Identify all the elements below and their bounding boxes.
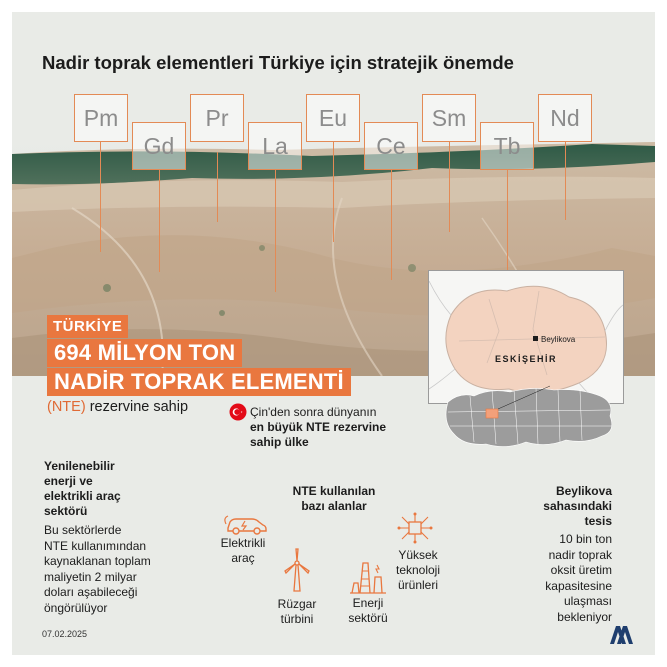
title-line: sahasındaki: [543, 499, 612, 513]
right-section-body: [492, 532, 612, 625]
body-line: 10 bin ton: [559, 532, 612, 546]
infographic-panel: [12, 12, 655, 655]
use-label-line: Enerji: [352, 596, 384, 610]
headline-amount: 694 MİLYON TON: [47, 339, 242, 367]
element-tile-la: La: [248, 122, 302, 170]
body-line: ulaşması: [563, 594, 612, 608]
eskisehir-highlight: [486, 409, 498, 418]
body-line: kapasitesine: [545, 578, 612, 593]
tile-connector: [565, 142, 566, 220]
body-line: öngörülüyor: [44, 600, 108, 615]
aa-logo-icon: [608, 624, 634, 646]
china-note: [250, 405, 386, 450]
element-tile-sm: Sm: [422, 94, 476, 142]
center-section-title: [274, 484, 394, 514]
element-tile-tb: Tb: [480, 122, 534, 170]
use-label-line: sektörü: [348, 611, 388, 625]
headline-subtext: [47, 399, 188, 415]
body-line: kaynaklanan toplam: [44, 554, 151, 568]
right-section-title: [492, 484, 612, 529]
use-label-wind-turbine: [264, 597, 330, 627]
element-tile-nd: Nd: [538, 94, 592, 142]
element-tile-ce: Ce: [364, 122, 418, 170]
reserve-text: rezervine sahip: [89, 399, 189, 415]
title-line: elektrikli araç: [44, 489, 121, 503]
use-label-line: Elektrikli: [220, 536, 266, 550]
title-line: bazı alanlar: [301, 499, 367, 513]
tile-connector: [507, 170, 508, 272]
china-note-line: Çin'den sonra dünyanın: [250, 405, 377, 419]
tile-connector: [333, 142, 334, 242]
turkey-inset-map: [440, 382, 618, 456]
title-line: enerji ve: [44, 474, 93, 488]
china-note-line: sahip ülke: [250, 435, 309, 449]
title-line: tesis: [584, 514, 612, 528]
body-line: maliyetin 2 milyar: [44, 569, 137, 584]
energy-plant-icon: [348, 555, 388, 595]
nte-abbr: (NTE): [47, 399, 86, 415]
element-tile-pm: Pm: [74, 94, 128, 142]
body-line: NTE kullanımından: [44, 538, 147, 553]
tile-connector: [217, 152, 218, 222]
element-tile-eu: Eu: [306, 94, 360, 142]
body-line: oksit üretim: [550, 563, 612, 577]
body-line: doları aşabileceği: [44, 585, 138, 599]
publish-date: 07.02.2025: [42, 629, 88, 639]
page-title: Nadir toprak elementleri Türkiye için stratejik önemde: [42, 52, 514, 73]
title-line: NTE kullanılan: [292, 484, 376, 498]
left-section-body: [44, 523, 151, 616]
use-label-line: türbini: [280, 612, 314, 626]
left-section-title: [44, 459, 121, 519]
body-line: Bu sektörlerde: [44, 523, 122, 537]
use-label-line: araç: [231, 551, 255, 565]
element-tile-pr: Pr: [190, 94, 244, 142]
china-note-line: en büyük NTE rezervine: [250, 420, 387, 434]
title-line: Yenilenebilir: [44, 459, 115, 473]
wind-turbine-icon: [277, 547, 317, 595]
use-label-line: Yüksek: [398, 548, 438, 562]
body-line: nadir toprak: [548, 547, 612, 562]
turkey-flag-icon: [229, 403, 247, 421]
use-label-line: ürünleri: [397, 578, 439, 592]
tile-connector: [159, 170, 160, 272]
title-line: Beylikova: [555, 484, 612, 498]
country-label: TÜRKİYE: [47, 315, 128, 338]
site-label: Beylikova: [541, 335, 576, 344]
use-label-line: teknoloji: [395, 563, 441, 577]
tile-connector: [391, 170, 392, 280]
headline-element: NADİR TOPRAK ELEMENTİ: [47, 368, 351, 396]
province-label: ESKİŞEHİR: [495, 354, 558, 364]
tile-connector: [100, 142, 101, 252]
use-label-high-tech: [385, 548, 451, 593]
element-tile-gd: Gd: [132, 122, 186, 170]
title-line: sektörü: [44, 504, 88, 518]
body-line: bekleniyor: [557, 609, 612, 624]
circuit-chip-icon: [397, 512, 433, 544]
tile-connector: [449, 142, 450, 232]
use-label-electric-car: [210, 536, 276, 566]
use-label-energy-sector: [335, 596, 401, 626]
use-label-line: Rüzgar: [277, 597, 317, 611]
electric-car-icon: [224, 512, 268, 536]
tile-connector: [275, 170, 276, 292]
site-marker-icon: [533, 336, 538, 341]
